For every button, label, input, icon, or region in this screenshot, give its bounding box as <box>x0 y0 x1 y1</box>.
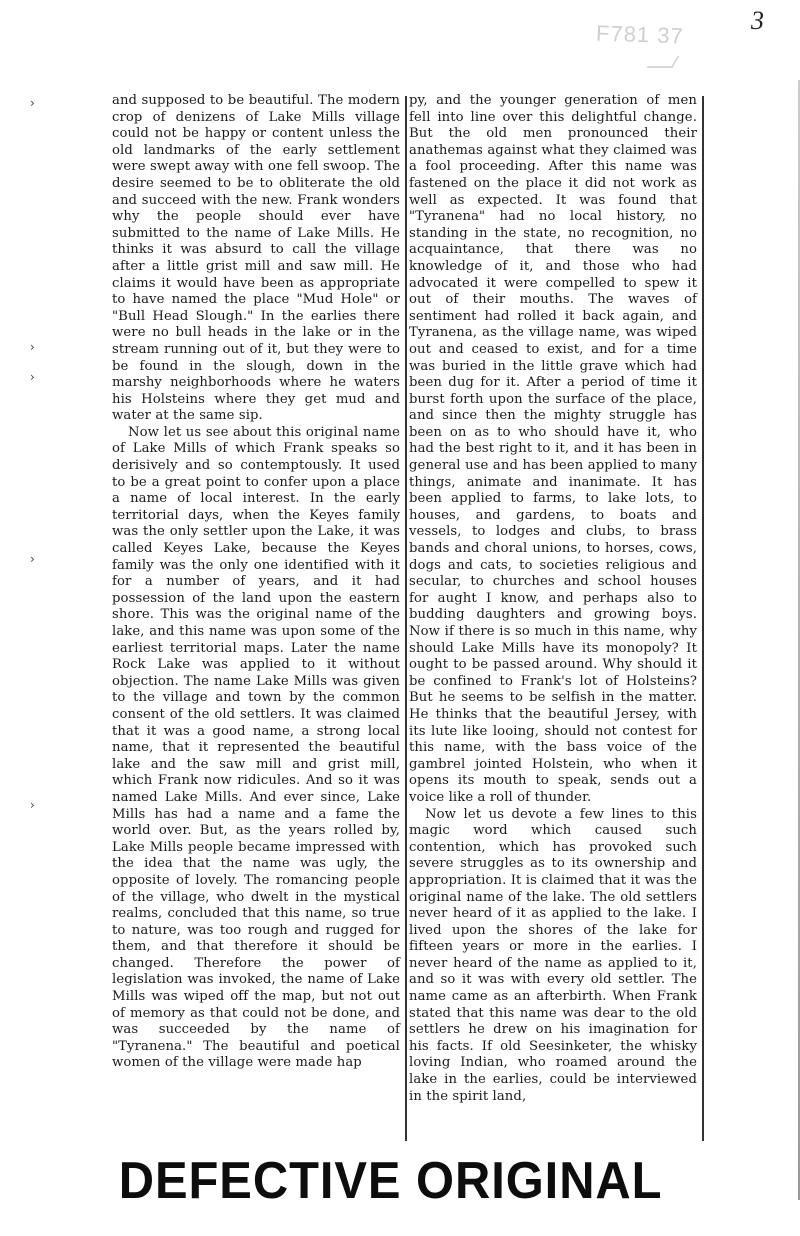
margin-mark: › <box>30 340 35 354</box>
margin-mark: › <box>30 370 35 384</box>
article-paragraph: py, and the younger generation of men fell into line over this delightful change. But the old men pronounced their anathemas against what they claimed was a fool proceeding. After this name was fastened on the place it did not work as well as expected. It was found that "Tyranena" had no local history, no standing in the state, no recognition, no acquaintance, that there was no knowledge of it, and those who had advocated it were compelled to spew it out of their mouths. The waves of sentiment had rolled it back again, and Tyranena, as the village name, was wiped out and ceased to exist, and for a time was buried in the little grave which had been dug for it. After a period of time it burst forth upon the surface of the place, and since then the mighty struggle has been on as to who should have it, who had the best right to it, and it has been in general use and has been applied to many things, animate and inanimate. It has been applied to farms, to lake lots, to houses, and gardens, to boats and vessels, to lodges and clubs, to brass bands and choral unions, to horses, cows, dogs and cats, to societies religious and secular, to churches and school houses for aught I know, and perhaps also to budding daughters and growing boys. Now if there is so much in this name, why should Lake Mills have its monopoly? It ought to be passed around. Why should it be confined to Frank's lot of Holsteins? But he seems to be selfish in the matter. He thinks that the beautiful Jersey, with its lute like looing, should not contest for this name, with the bass voice of the gambrel jointed Holstein, who when it opens its mouth to speak, sends out a voice like a roll of thunder. <box>409 93 697 805</box>
defective-original-banner: DEFECTIVE ORIGINAL <box>118 1152 663 1210</box>
archive-stamp: F781 37 <box>595 20 685 49</box>
column-rule <box>702 96 704 1141</box>
margin-mark: › <box>30 96 35 110</box>
page-number: 3 <box>751 6 764 35</box>
column-rule <box>405 96 407 1141</box>
article-paragraph: Now let us devote a few lines to this magic word which caused such contention, which has provoked such severe struggles as to its ownership and appropriation. It is claimed that it was the original name of the lake. The old settlers never heard of it as applied to the lake. I lived upon the shores of the lake for fifteen years or more in the earlies. I never heard of the name as applied to it, and so it was with every old settler. The name came as an afterbirth. When Frank stated that this name was dear to the old settlers he drew on his imagination for his facts. If old Seesinketer, the whisky loving Indian, who roamed around the lake in the earlies, could be interviewed in the spirit land, <box>409 806 697 1104</box>
margin-mark: › <box>30 798 35 812</box>
stamp-tick-mark <box>647 56 680 68</box>
article-paragraph: Now let us see about this original name of Lake Mills of which Frank speaks so derisively and so contemptously. It used to be a great point to confer upon a place a name of local interest. In the early territorial days, when the Keyes family was the only settler upon the Lake, it was called Keyes Lake, because the Keyes family was the only one identified with it for a number of years, and it had possession of the land upon the eastern shore. This was the original name of the lake, and this name was upon some of the earliest territorial maps. Later the name Rock Lake was applied to it without objection. The name Lake Mills was given to the village and town by the common consent of the old settlers. It was claimed that it was a good name, a strong local name, that it represented the beautiful lake and the saw mill and grist mill, which Frank now ridicules. And so it was named Lake Mills. And ever since, Lake Mills has had a name and a fame the world over. But, as the years rolled by, Lake Mills people became impressed with the idea that the name was ugly, the opposite of lovely. The romancing people of the village, who dwelt in the mystical realms, concluded that this name, so true to nature, was too rough and rugged for them, and that therefore it should be changed. Therefore the power of legislation was invoked, the name of Lake Mills was wiped off the map, but not out of memory as that could not be done, and was succeeded by the name of "Tyranena." The beautiful and poetical women of the village were made hap <box>112 424 400 1071</box>
margin-mark: › <box>30 552 35 566</box>
article-left-column <box>112 93 400 1072</box>
article-right-column <box>409 93 697 1105</box>
article-paragraph: and supposed to be beautiful. The modern crop of denizens of Lake Mills village could not be happy or content unless the old landmarks of the early settlement were swept away with one fell swoop. The desire seemed to be to obliterate the old and succeed with the new. Frank wonders why the people should ever have submitted to the name of Lake Mills. He thinks it was absurd to call the village after a little grist mill and saw mill. He claims it would have been as appropriate to have named the place "Mud Hole" or "Bull Head Slough." In the earlies there were no bull heads in the lake or in the stream running out of it, but they were to be found in the slough, down in the marshy neighborhoods where he waters his Holsteins where they get mud and water at the same sip. <box>112 93 400 424</box>
